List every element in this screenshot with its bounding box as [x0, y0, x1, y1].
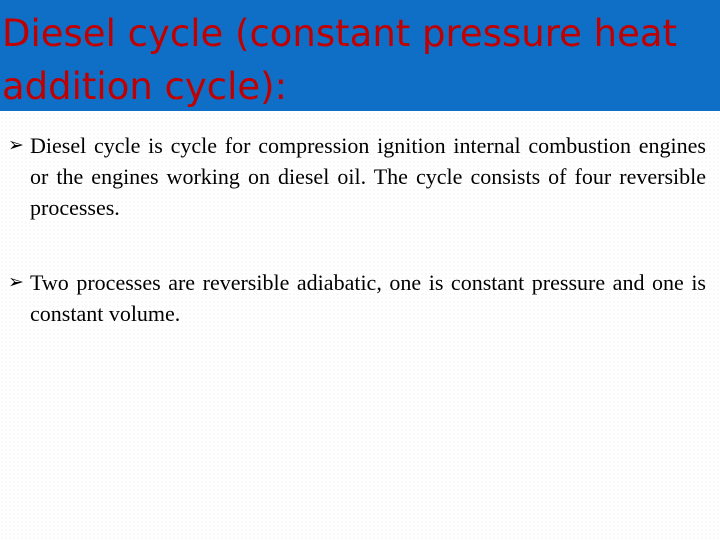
title-bar [0, 0, 720, 111]
slide-title: Diesel cycle (constant pressure heat addition cycle): [2, 12, 678, 108]
arrowhead-bullet-icon: ➢ [8, 271, 24, 293]
bullet-list [8, 130, 706, 373]
bullet-item [8, 130, 706, 223]
bullet-text: Diesel cycle is cycle for compression ignition internal combustion engines or the engines working on diesel oil. The cycle consists of four reversible processes. [30, 133, 706, 220]
bullet-item [8, 267, 706, 329]
bullet-text: Two processes are reversible adiabatic, one is constant pressure and one is constant volume. [30, 270, 706, 326]
arrowhead-bullet-icon: ➢ [8, 134, 24, 156]
